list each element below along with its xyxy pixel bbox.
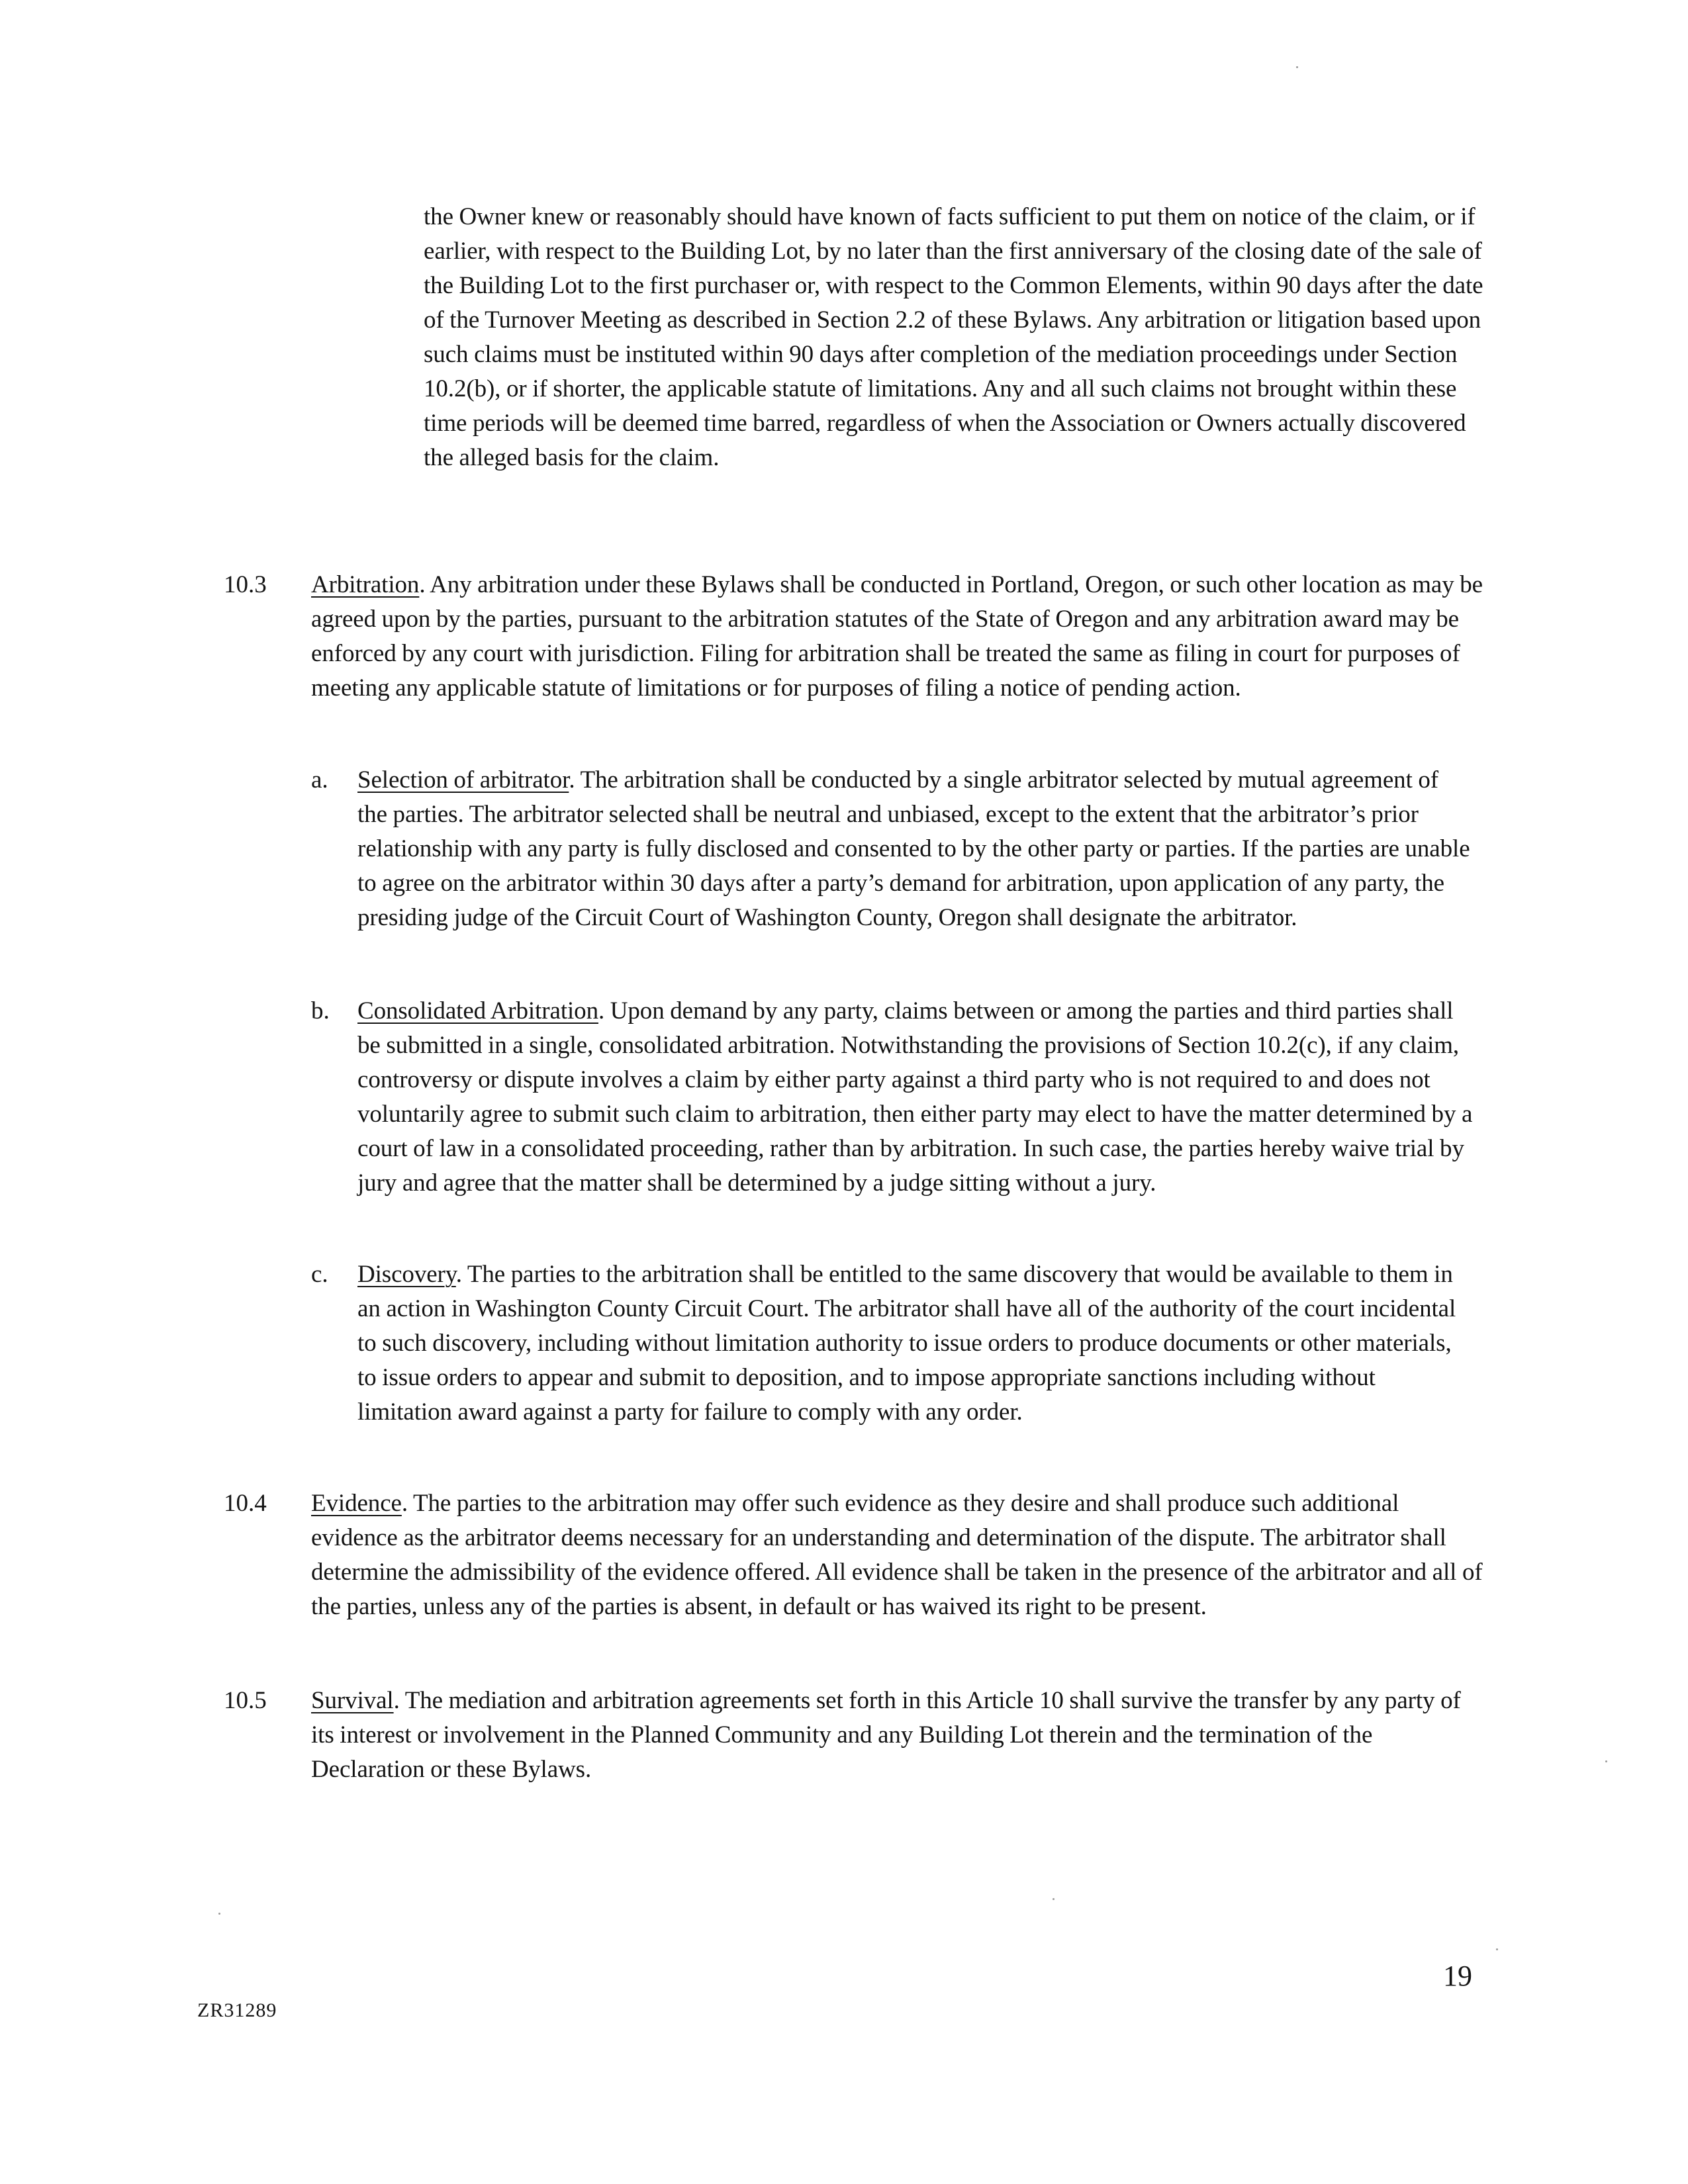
subsection-marker-b: b. [311, 997, 330, 1024]
page-number: 19 [1443, 1960, 1472, 1992]
section-number-10-4: 10.4 [224, 1490, 267, 1517]
scan-speck [1605, 1760, 1607, 1762]
section-number-10-5: 10.5 [224, 1687, 267, 1714]
section-heading-evidence: Evidence [311, 1490, 402, 1517]
subsection-marker-c: c. [311, 1261, 328, 1288]
subsection-heading-discovery: Discovery [357, 1261, 456, 1288]
section-10-5-paragraph [311, 1684, 1486, 1787]
scan-speck [218, 1913, 220, 1915]
section-heading-arbitration: Arbitration [311, 571, 420, 598]
section-heading-survival: Survival [311, 1687, 394, 1714]
section-10-4-text: . The parties to the arbitration may offer such evidence as they desire and shall produce such additional evidence as the arbitrator deems necessary for an understanding and determination of the dispute. The arbitrator shall determine the admissibility of the evidence offered. All evidence shall be taken in the presence of the arbitrator and all of the parties, unless any of the parties is absent, in default or has waived its right to be present. [311, 1490, 1483, 1620]
subsection-c-paragraph [357, 1257, 1473, 1430]
section-10-4-paragraph [311, 1486, 1486, 1624]
subsection-a-text: . The arbitration shall be conducted by a single arbitrator selected by mutual agreement of the parties. The arbitrator selected shall be neutral and unbiased, except to the extent that the arbitrator’s prior relationship with any party is fully disclosed and consented to by the other party or parties. If the parties are unable to agree on the arbitrator within 30 days after a party’s demand for arbitration, upon application of any party, the presiding judge of the Circuit Court of Washington County, Oregon shall designate the arbitrator. [357, 766, 1470, 931]
section-number-10-3: 10.3 [224, 571, 267, 598]
subsection-b-text: . Upon demand by any party, claims between or among the parties and third parties shall be submitted in a single, consolidated arbitration. Notwithstanding the provisions of Section 10.2(c), if any claim, controversy or dispute involves a claim by either party against a third party who is not required to and does not voluntarily agree to submit such claim to arbitration, then either party may elect to have the matter determined by a court of law in a consolidated proceeding, rather than by arbitration. In such case, the parties hereby waive trial by jury and agree that the matter shall be determined by a judge sitting without a jury. [357, 997, 1473, 1197]
subsection-marker-a: a. [311, 766, 328, 794]
section-10-5-text: . The mediation and arbitration agreements set forth in this Article 10 shall survive the transfer by any party of its interest or involvement in the Planned Community and any Building Lot therein and the termination of the Declaration or these Bylaws. [311, 1687, 1461, 1783]
document-id: ZR31289 [197, 1999, 277, 2021]
scan-speck [1053, 1898, 1055, 1900]
section-10-3-paragraph [311, 568, 1486, 705]
subsection-c-text: . The parties to the arbitration shall be entitled to the same discovery that would be available to them in an action in Washington County Circuit Court. The arbitrator shall have all of the authority of the court incidental to such discovery, including without limitation authority to issue orders to produce documents or other materials, to issue orders to appear and submit to deposition, and to impose appropriate sanctions including without limitation award against a party for failure to comply with any order. [357, 1261, 1456, 1426]
subsection-b-paragraph [357, 994, 1473, 1201]
scan-speck [1296, 66, 1298, 68]
subsection-a-paragraph [357, 763, 1473, 935]
continuation-paragraph: the Owner knew or reasonably should have known of facts sufficient to put them on notice of the claim, or if earlier, with respect to the Building Lot, by no later than the first anniversary of the closing date of the sale of the Building Lot to the first purchaser or, with respect to the Common Elements, within 90 days after the date of the Turnover Meeting as described in Section 2.2 of these Bylaws. Any arbitration or litigation based upon such claims must be instituted within 90 days after completion of the mediation proceedings under Section 10.2(b), or if shorter, the applicable statute of limitations. Any and all such claims not brought within these time periods will be deemed time barred, regardless of when the Association or Owners actually discovered the alleged basis for the claim. [424, 203, 1483, 471]
subsection-heading-consolidated-arbitration: Consolidated Arbitration [357, 997, 598, 1024]
section-10-3-text: . Any arbitration under these Bylaws shall be conducted in Portland, Oregon, or such other location as may be agreed upon by the parties, pursuant to the arbitration statutes of the State of Oregon and any arbitration award may be enforced by any court with jurisdiction. Filing for arbitration shall be treated the same as filing in court for purposes of meeting any applicable statute of limitations or for purposes of filing a notice of pending action. [311, 571, 1483, 702]
subsection-heading-selection-of-arbitrator: Selection of arbitrator [357, 766, 569, 794]
scan-speck [1496, 1948, 1498, 1950]
